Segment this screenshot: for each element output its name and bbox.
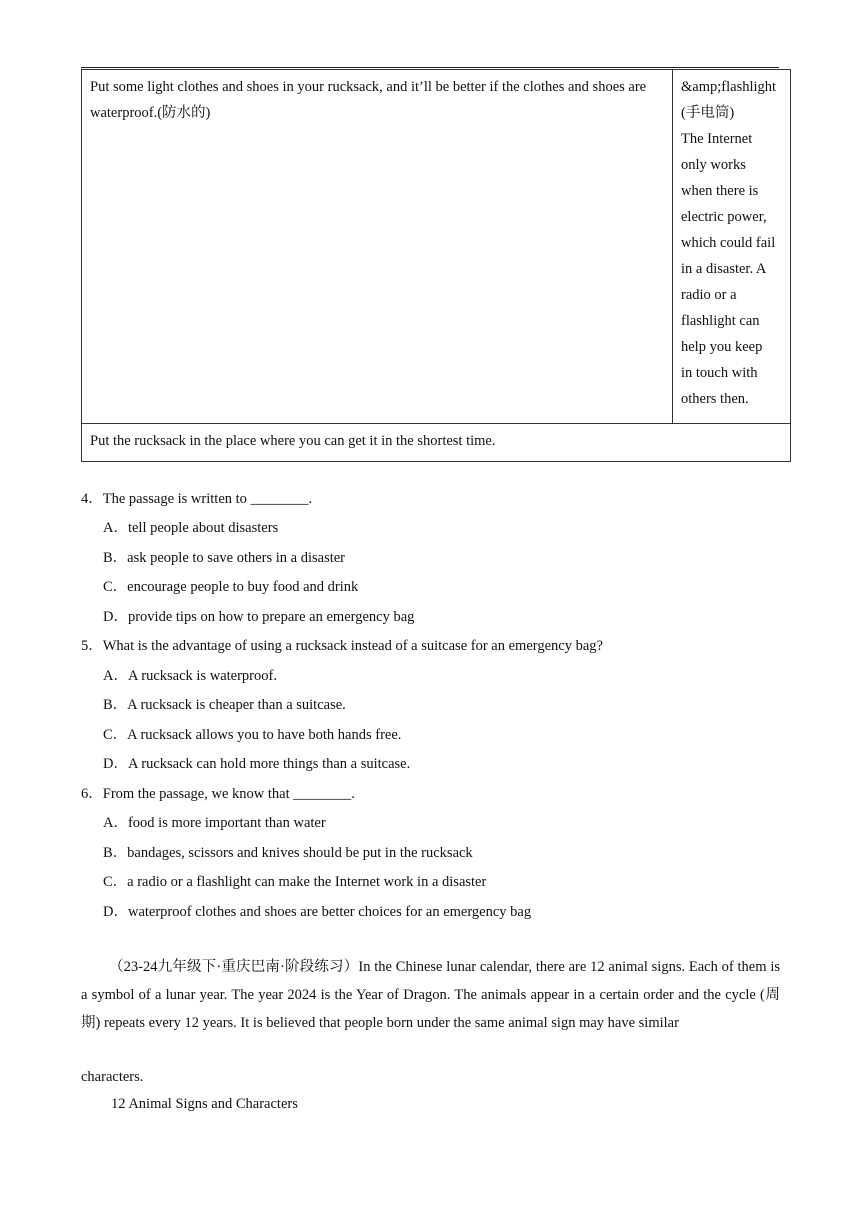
question-4-option-a[interactable]: A．tell people about disasters <box>103 520 279 536</box>
question-5-stem: 5．What is the advantage of using a rucksack instead of a suitcase for an emergency bag? <box>81 638 603 654</box>
question-6-option-c[interactable]: C．a radio or a flashlight can make the Internet work in a disaster <box>103 874 487 890</box>
tip-radio-line: &amp;flashlight <box>681 79 777 95</box>
tip-radio-line: in a disaster. A <box>681 261 767 277</box>
tip-radio-line: when there is <box>681 183 759 199</box>
passage-paragraph-end: characters. <box>81 1069 144 1085</box>
tip-radio-cell <box>673 70 791 424</box>
question-6-option-a[interactable]: A．food is more important than water <box>103 815 326 831</box>
tip-radio-line: The Internet <box>681 131 753 147</box>
question-4-option-b[interactable]: B．ask people to save others in a disaster <box>103 550 346 566</box>
tips-table <box>81 69 791 462</box>
tip-radio-line: which could fail <box>681 235 776 251</box>
question-4-stem: 4．The passage is written to ________. <box>81 491 313 507</box>
table-row <box>82 424 791 462</box>
passage-paragraph: （23-24九年级下·重庆巴南·阶段练习）In the Chinese lunar calendar, there are 12 animal signs. Each of them is a symbol of a lunar year. The year 2024 is the Year of Dragon. The animals appear in a certain order and the cycle (周期) repeats every 12 years. It is believed that people born under the same animal sign may have similar <box>81 959 780 1031</box>
question-5-option-c[interactable]: C．A rucksack allows you to have both hands free. <box>103 727 402 743</box>
tip-radio-line: flashlight can <box>681 313 760 329</box>
tip-radio-line: others then. <box>681 391 749 407</box>
tip-radio-line: electric power, <box>681 209 767 225</box>
question-6-option-d[interactable]: D．waterproof clothes and shoes are better choices for an emergency bag <box>103 904 532 920</box>
question-6-stem: 6．From the passage, we know that ________. <box>81 786 355 802</box>
tip-radio-line: radio or a <box>681 287 737 303</box>
question-6-option-b[interactable]: B．bandages, scissors and knives should be put in the rucksack <box>103 845 473 861</box>
question-5-option-d[interactable]: D．A rucksack can hold more things than a suitcase. <box>103 756 411 772</box>
question-5-option-a[interactable]: A．A rucksack is waterproof. <box>103 668 277 684</box>
question-4-option-c[interactable]: C．encourage people to buy food and drink <box>103 579 359 595</box>
question-5-option-b[interactable]: B．A rucksack is cheaper than a suitcase. <box>103 697 346 713</box>
passage-subtitle: 12 Animal Signs and Characters <box>111 1096 298 1112</box>
tip-clothes-cell: Put some light clothes and shoes in your rucksack, and it’ll be better if the clothes and shoes are waterproof.(防水的) <box>82 70 673 424</box>
question-4-option-d[interactable]: D．provide tips on how to prepare an emergency bag <box>103 609 415 625</box>
top-rule <box>81 67 779 68</box>
tip-radio-line: only works <box>681 157 746 173</box>
tip-placement-cell: Put the rucksack in the place where you can get it in the shortest time. <box>82 424 791 462</box>
tip-radio-line: in touch with <box>681 365 758 381</box>
tip-radio-line: help you keep <box>681 339 763 355</box>
tip-radio-line: (手电筒) <box>681 105 735 121</box>
table-row <box>82 70 791 424</box>
